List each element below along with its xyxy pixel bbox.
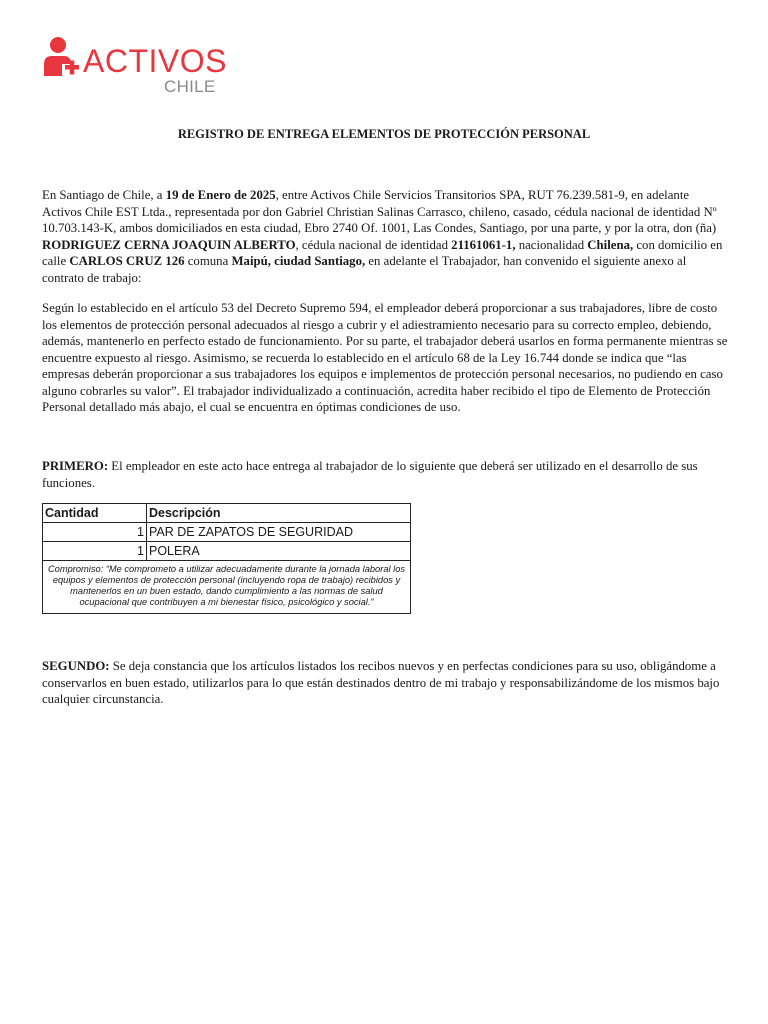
person-plus-icon: [40, 36, 80, 80]
worker-name: RODRIGUEZ CERNA JOAQUIN ALBERTO: [42, 237, 296, 252]
row-description: POLERA: [147, 542, 411, 561]
segundo-clause: SEGUNDO: Se deja constancia que los artículos listados los recibos nuevos y en perfectas condiciones para su uso, obligándome a conservarlos en buen estado, utilizarlos para lo que están destinados dentro de mi trabajo y responsabilizándome de los mismos bajo cualquier circunstancia.: [42, 659, 720, 706]
table-row: [43, 542, 411, 561]
worker-commune: Maipú, ciudad Santiago,: [231, 254, 366, 268]
commitment-row: [43, 561, 411, 614]
company-logo: [40, 36, 240, 100]
segundo-label: SEGUNDO:: [42, 659, 110, 673]
row-quantity: 1: [43, 542, 147, 561]
worker-address: CARLOS CRUZ 126: [69, 254, 185, 268]
row-quantity: 1: [43, 523, 147, 542]
logo-sub-text: CHILE: [164, 77, 216, 96]
worker-nationality: Chilena,: [587, 237, 634, 252]
table-row: [43, 523, 411, 542]
commitment-text: Compromiso: “Me comprometo a utilizar adecuadamente durante la jornada laboral los equipos y elementos de protección personal (incluyendo ropa de trabajo) recibidos y mantenerlos en un buen estado, dando cumplimiento a las normas de salud ocupacional que contribuyen a mi bienestar físico, psicológico y social.”: [43, 561, 411, 614]
primero-label: PRIMERO:: [42, 459, 109, 473]
logo-brand-text: ACTIVOS: [83, 43, 227, 79]
row-description: PAR DE ZAPATOS DE SEGURIDAD: [147, 523, 411, 542]
ppe-table: [42, 503, 411, 614]
agreement-date: 19 de Enero de 2025: [165, 188, 276, 202]
header-description: Descripción: [147, 504, 411, 523]
table-header-row: [43, 504, 411, 523]
primero-clause: PRIMERO: El empleador en este acto hace entrega al trabajador de lo siguiente que deberá ser utilizado en el desarrollo de sus funciones.: [42, 459, 698, 490]
header-quantity: Cantidad: [43, 504, 147, 523]
document-title: REGISTRO DE ENTREGA ELEMENTOS DE PROTECCIÓN PERSONAL: [177, 127, 591, 141]
worker-rut: 21161061-1,: [451, 237, 516, 252]
intro-paragraph: En Santiago de Chile, a 19 de Enero de 2025, entre Activos Chile Servicios Transitorios SPA, RUT 76.239.581-9, en adelante Activos Chile EST Ltda., representada por don Gabriel Christian Salinas Carrasco, chileno, casado, cédula nacional de identidad Nº 10.703.143-K, ambos domiciliados en esta ciudad, Ebro 2740 Of. 1001, Las Condes, Santiago, por una parte, y por la otra, don (ña) RODRIGUEZ CERNA JOAQUIN ALBERTO, cédula nacional de identidad 21161061-1, nacionalidad Chilena, con domicilio en calle CARLOS CRUZ 126 comuna Maipú, ciudad Santiago, en adelante el Trabajador, han convenido el siguiente anexo al contrato de trabajo:: [42, 188, 723, 285]
legal-paragraph: Según lo establecido en el artículo 53 del Decreto Supremo 594, el empleador deberá proporcionar a sus trabajadores, libre de costo los elementos de protección personal adecuados al riesgo a cubrir y el adiestramiento necesario para su correcto empleo, debiendo, además, mantenerlo en perfecto estado de funcionamiento. Por su parte, el trabajador deberá usarlos en forma permanente mientras se encuentre expuesto al riesgo. Asimismo, se recuerda lo establecido en el artículo 68 de la Ley 16.744 donde se indica que “las empresas deberán proporcionar a sus trabajadores los equipos e implementos de protección personal necesarios, no pudiendo en caso alguno cobrarles su valor”. El trabajador individualizado a continuación, acredita haber recibido el tipo de Elemento de Protección Personal detallado más abajo, el cual se encuentra en óptimas condiciones de uso.: [42, 301, 728, 414]
